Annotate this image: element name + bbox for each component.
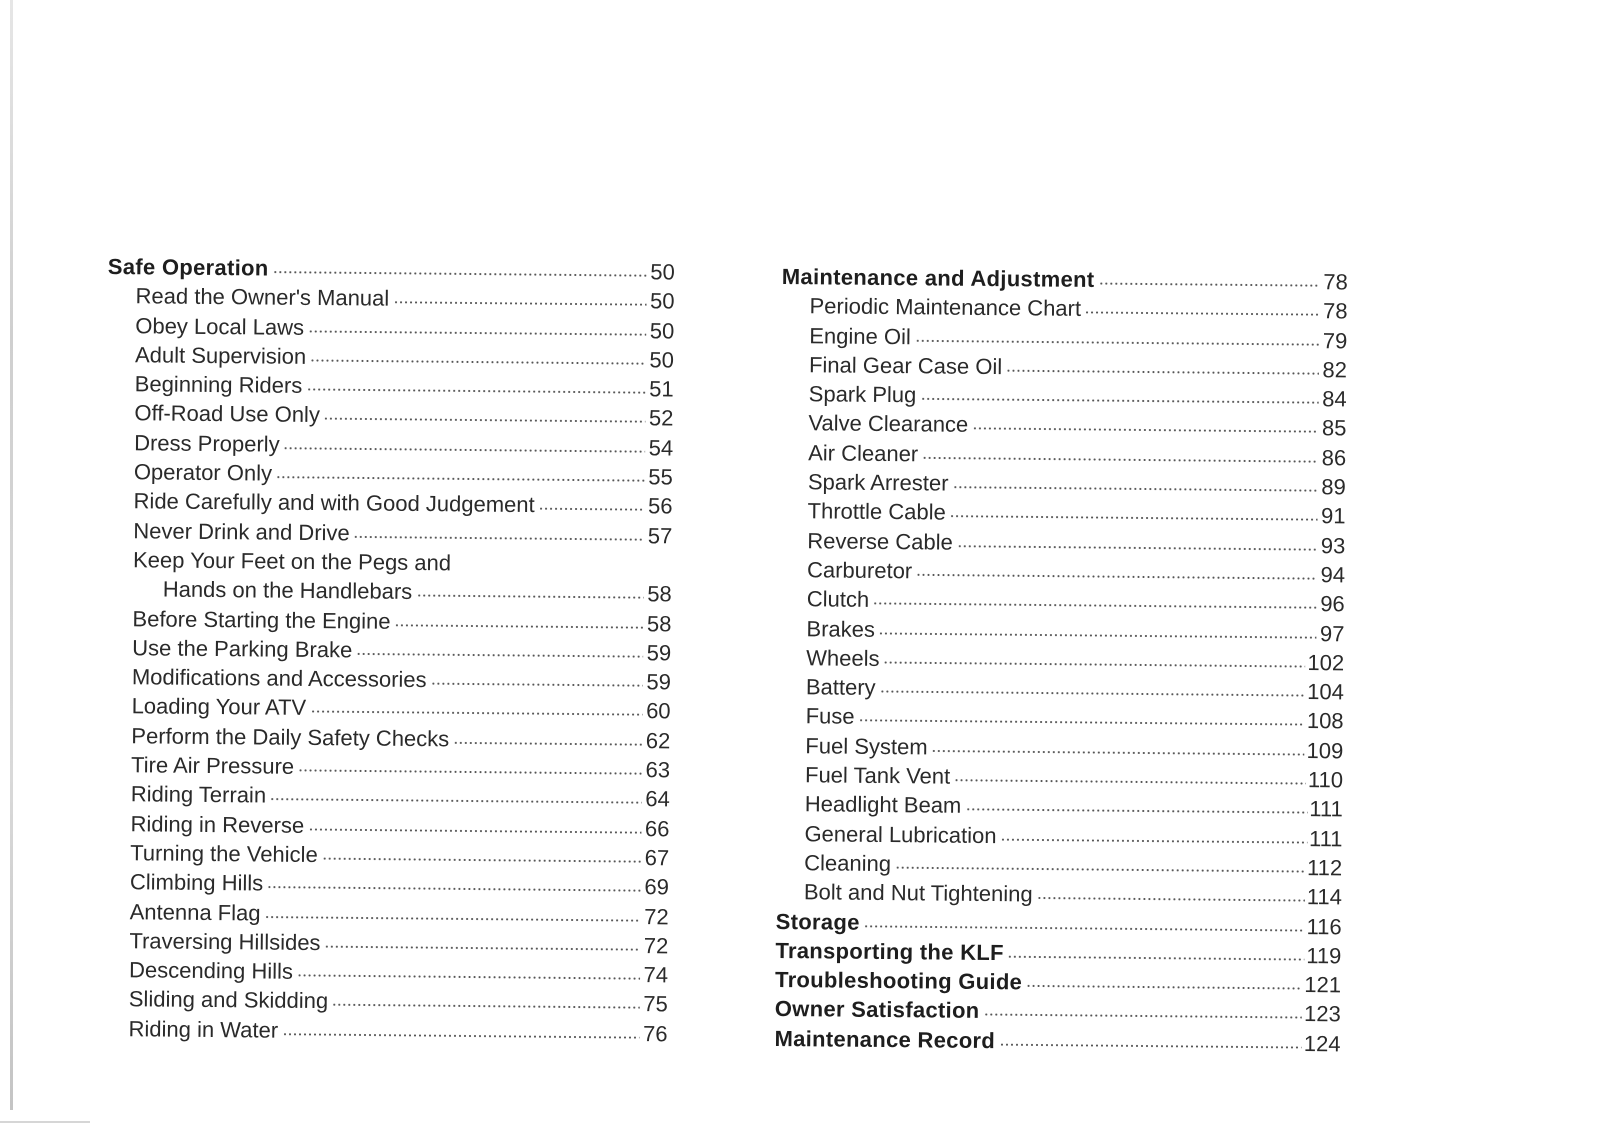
- dot-leader: [270, 798, 642, 805]
- toc-entry-title: Beginning Riders: [134, 371, 303, 399]
- dot-leader: [1085, 311, 1320, 316]
- dot-leader: [950, 515, 1318, 522]
- dot-leader: [416, 594, 644, 599]
- toc-page-number: 102: [1307, 649, 1345, 676]
- toc-entry-title: Keep Your Feet on the Pegs and: [132, 547, 452, 576]
- toc-page-number: 82: [1322, 357, 1348, 383]
- toc-page-number: 109: [1306, 737, 1344, 764]
- dot-leader: [920, 398, 1318, 405]
- dot-leader: [916, 573, 1317, 580]
- dot-leader: [859, 719, 1305, 726]
- toc-entry-battery[interactable]: [778, 672, 1344, 707]
- toc-entry-title: Climbing Hills: [129, 869, 264, 896]
- dot-leader: [431, 682, 643, 687]
- dot-leader: [324, 945, 640, 951]
- dot-leader: [972, 427, 1318, 433]
- toc-page-number: 96: [1320, 591, 1345, 617]
- toc-entry-title: Final Gear Case Oil: [808, 352, 1003, 380]
- toc-entry-title: Cleaning: [804, 850, 892, 877]
- dot-leader: [310, 359, 646, 365]
- toc-page-number: 93: [1320, 532, 1346, 559]
- dot-leader: [324, 418, 646, 424]
- toc-page-number: 86: [1321, 444, 1347, 471]
- toc-page-number: 58: [646, 610, 672, 636]
- toc-page-number: 51: [649, 376, 674, 402]
- toc-entry-title: Bolt and Nut Tightening: [803, 879, 1033, 907]
- dot-leader: [983, 1013, 1302, 1019]
- toc-entry-title: Sliding and Skidding: [128, 986, 329, 1014]
- dot-leader: [284, 446, 646, 452]
- toc-page-number: 72: [643, 933, 669, 959]
- dot-leader: [1006, 369, 1319, 375]
- dot-leader: [264, 915, 640, 922]
- toc-entry-title: Before Starting the Engine: [132, 605, 391, 634]
- toc-page-number: 124: [1303, 1030, 1341, 1057]
- toc-entry-title: Maintenance and Adjustment: [781, 263, 1095, 292]
- toc-page-number: 97: [1319, 620, 1345, 646]
- toc-page-number: 54: [648, 434, 674, 461]
- dot-leader: [298, 769, 642, 775]
- toc-page-number: 69: [644, 874, 670, 900]
- toc-page-number: 50: [649, 317, 675, 344]
- dot-leader: [999, 1043, 1302, 1049]
- toc-entry-title: Hands on the Handlebars: [162, 576, 413, 605]
- toc-page-number: 114: [1306, 884, 1343, 910]
- toc-entry-title: Spark Arrester: [807, 469, 949, 496]
- dot-leader: [965, 808, 1307, 814]
- dot-leader: [282, 1032, 639, 1038]
- dot-leader: [276, 476, 645, 483]
- dot-leader: [267, 886, 641, 893]
- toc-entry-bolt-and-nut-tightening[interactable]: [776, 877, 1342, 912]
- dot-leader: [880, 690, 1306, 697]
- toc-page-number: 79: [1322, 327, 1348, 354]
- dot-leader: [932, 749, 1305, 756]
- toc-page-number: 50: [649, 347, 675, 373]
- dot-leader: [394, 623, 643, 628]
- toc-page-number: 111: [1308, 825, 1343, 852]
- toc-entry-title: Traversing Hillsides: [129, 928, 321, 955]
- toc-page-number: 84: [1322, 386, 1347, 412]
- toc-entry-title: Headlight Beam: [804, 791, 962, 819]
- toc-entry-title: Off-Road Use Only: [134, 400, 321, 428]
- dot-leader: [297, 974, 640, 980]
- dot-leader: [308, 330, 646, 336]
- toc-page-number: 59: [646, 669, 672, 695]
- toc-entry-title: Spark Plug: [808, 381, 917, 408]
- toc-page-number: 89: [1321, 474, 1346, 500]
- dot-leader: [539, 508, 645, 512]
- dot-leader: [393, 301, 646, 306]
- toc-entry-title: Periodic Maintenance Chart: [809, 293, 1082, 322]
- toc-page-number: 104: [1307, 679, 1345, 705]
- toc-entry-title: Riding Terrain: [130, 781, 267, 808]
- toc-entry-title: Read the Owner's Manual: [135, 283, 390, 311]
- toc-page-number: 110: [1307, 767, 1344, 793]
- toc-page-number: 50: [649, 288, 675, 314]
- toc-entry-title: Fuse: [805, 703, 855, 730]
- toc-page-number: 59: [646, 640, 672, 666]
- toc-page-number: 58: [647, 581, 672, 607]
- toc-page-number: 75: [643, 991, 668, 1017]
- toc-page-number: 78: [1322, 298, 1348, 324]
- toc-entry-title: Safe Operation: [107, 253, 269, 281]
- dot-leader: [954, 779, 1306, 785]
- dot-leader: [1026, 985, 1302, 991]
- page-bottom-edge: [0, 1121, 90, 1123]
- toc-entry-title: Air Cleaner: [808, 440, 919, 467]
- dot-leader: [864, 924, 1305, 931]
- page-binding-edge: [10, 0, 13, 1110]
- toc-page-number: 112: [1307, 855, 1343, 881]
- toc-entry-title: General Lubrication: [804, 820, 997, 848]
- toc-page-number: 52: [648, 405, 674, 431]
- toc-entry-title: Perform the Daily Safety Checks: [131, 722, 450, 752]
- dot-leader: [332, 1004, 640, 1010]
- dot-leader: [306, 388, 645, 394]
- toc-entry-title: Maintenance Record: [774, 1025, 996, 1053]
- toc-entry-title: Carburetor: [806, 557, 913, 584]
- toc-entry-title: Wheels: [806, 645, 880, 671]
- dot-leader: [873, 602, 1317, 609]
- toc-page-number: 72: [644, 903, 669, 929]
- toc-page-number: 94: [1320, 562, 1346, 588]
- dot-leader: [308, 828, 641, 834]
- dot-leader: [915, 339, 1319, 346]
- toc-page-number: 91: [1320, 503, 1346, 529]
- toc-entry-title: Owner Satisfaction: [774, 996, 980, 1024]
- toc-entry-title: Reverse Cable: [807, 527, 953, 555]
- toc-entry-title: Obey Local Laws: [135, 312, 305, 340]
- dot-leader: [1098, 282, 1319, 287]
- toc-entry-title: Dress Properly: [134, 430, 280, 457]
- toc-entry-riding-in-water[interactable]: [100, 1014, 667, 1049]
- dot-leader: [895, 866, 1305, 873]
- toc-entry-title: Loading Your ATV: [131, 693, 307, 721]
- toc-entry-title: Engine Oil: [809, 322, 911, 349]
- toc-entry-title: Brakes: [806, 615, 876, 642]
- dot-leader: [1037, 897, 1305, 903]
- toc-page-number: 78: [1323, 269, 1348, 295]
- toc-entry-title: Valve Clearance: [808, 410, 969, 438]
- toc-page-number: 108: [1306, 708, 1344, 734]
- toc-page-number: 74: [643, 962, 669, 988]
- dot-leader: [1000, 838, 1307, 844]
- dot-leader: [1008, 955, 1304, 961]
- dot-leader: [354, 535, 645, 541]
- dot-leader: [952, 486, 1317, 493]
- toc-page-number: 55: [648, 464, 673, 490]
- toc-page-number: 62: [645, 727, 671, 754]
- toc-page-number: 66: [644, 815, 670, 842]
- toc-page-number: 119: [1306, 942, 1342, 969]
- toc-page-number: 85: [1321, 415, 1347, 441]
- toc-page-number: 123: [1303, 1001, 1341, 1027]
- toc-entry-title: Riding in Reverse: [130, 810, 305, 838]
- toc-entry-title: Tire Air Pressure: [130, 752, 295, 779]
- toc-entry-title: Clutch: [806, 586, 870, 613]
- toc-entry-title: Troubleshooting Guide: [774, 967, 1023, 995]
- toc-page-number: 121: [1304, 972, 1342, 998]
- toc-page-number: 56: [647, 493, 673, 519]
- toc-entry-title: Ride Carefully and with Good Judgement: [133, 488, 535, 518]
- toc-entry-title: Fuel System: [805, 732, 928, 760]
- toc-entry-title: Turning the Vehicle: [130, 840, 318, 867]
- toc-entry-title: Use the Parking Brake: [132, 635, 353, 663]
- toc-entry-title: Antenna Flag: [129, 898, 261, 926]
- toc-page-number: 64: [645, 786, 670, 812]
- toc-page-number: 111: [1309, 796, 1343, 822]
- toc-entry-title: Storage: [775, 908, 860, 935]
- dot-leader: [879, 632, 1317, 639]
- toc-page-number: 50: [650, 259, 675, 285]
- toc-left-column: [100, 252, 675, 1048]
- dot-leader: [272, 271, 646, 278]
- toc-page-number: 57: [647, 522, 673, 549]
- toc-entry-title: Riding in Water: [128, 1015, 279, 1043]
- dot-leader: [310, 710, 642, 716]
- toc-entry-title: Transporting the KLF: [775, 937, 1004, 965]
- toc-right-column: [774, 262, 1348, 1058]
- dot-leader: [884, 661, 1306, 668]
- toc-entry-title: Never Drink and Drive: [133, 517, 350, 546]
- toc-page-number: 116: [1306, 913, 1342, 939]
- toc-entry-title: Throttle Cable: [807, 498, 946, 525]
- toc-page-number: 76: [642, 1020, 668, 1047]
- toc-entry-title: Descending Hills: [128, 957, 294, 984]
- dot-leader: [957, 544, 1317, 550]
- dot-leader: [922, 456, 1318, 463]
- toc-entry-title: Fuel Tank Vent: [804, 762, 951, 789]
- dot-leader: [453, 741, 642, 746]
- toc-page-number: 67: [644, 845, 670, 871]
- toc-entry-title: Adult Supervision: [134, 342, 307, 369]
- toc-entry-title: Operator Only: [133, 459, 273, 486]
- toc-page-number: 63: [645, 757, 671, 783]
- toc-page-number: 60: [646, 698, 671, 724]
- toc-entry-title: Modifications and Accessories: [131, 664, 427, 693]
- dot-leader: [322, 857, 641, 863]
- toc-entry-maintenance-record[interactable]: [774, 1024, 1340, 1059]
- dot-leader: [356, 652, 643, 658]
- toc-entry-title: Battery: [805, 674, 876, 701]
